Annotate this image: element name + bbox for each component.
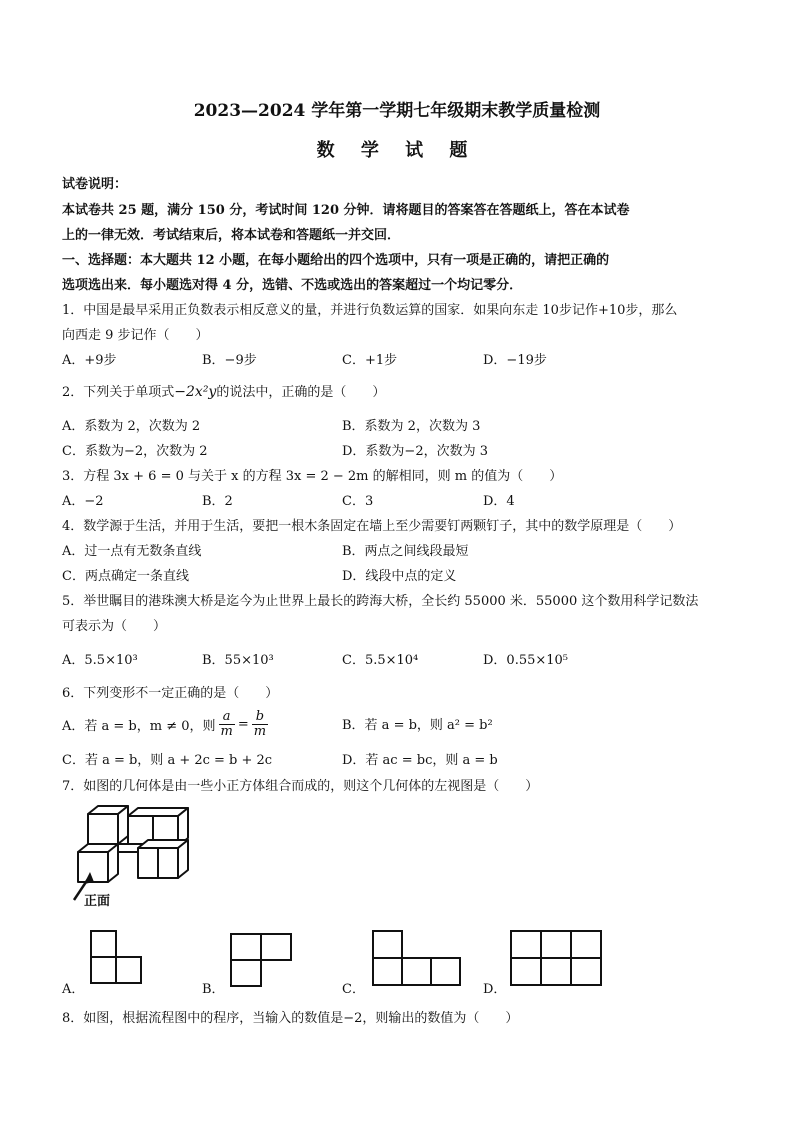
q7-option-c-figure[interactable] xyxy=(372,930,462,986)
q5-option-d[interactable]: D．0.55×10⁵ xyxy=(483,653,569,668)
fraction-denominator: m xyxy=(253,724,267,739)
q4-stem: 4．数学源于生活，并用于生活，要把一根木条固定在墙上至少需要钉两颗钉子，其中的数学原理是（ ） xyxy=(62,519,682,534)
q5-option-a[interactable]: A．5.5×10³ xyxy=(62,653,138,668)
q1-option-a[interactable]: A．+9步 xyxy=(62,353,117,368)
cube-side-face xyxy=(178,840,188,878)
q7-option-c-label[interactable]: C． xyxy=(342,982,365,997)
q6-option-b[interactable]: B．若 a = b，则 a² = b² xyxy=(342,718,493,733)
q7-front-label: 正面 xyxy=(84,894,111,909)
q5-stem-line-1: 5．举世瞩目的港珠澳大桥是迄今为止世界上最长的跨海大桥，全长约 55000 米．55000 这个数用科学记数法 xyxy=(62,594,699,609)
page-subtitle: 数 学 试 题 xyxy=(316,140,478,161)
q6-stem: 6．下列变形不一定正确的是（ ） xyxy=(62,686,279,701)
q2-option-c[interactable]: C．系数为−2，次数为 2 xyxy=(62,444,208,459)
q5-option-c[interactable]: C．5.5×10⁴ xyxy=(342,653,419,668)
section-1-line-2: 选项选出来．每小题选对得 4 分，选错、不选或选出的答案超过一个均记零分． xyxy=(62,278,523,293)
q5-option-b[interactable]: B．55×10³ xyxy=(202,653,274,668)
q5-stem-line-2: 可表示为（ ） xyxy=(62,619,167,634)
q2-stem-post: 的说法中，正确的是（ ） xyxy=(216,385,386,400)
fraction-denominator: m xyxy=(220,724,233,739)
page-title: 2023—2024 学年第一学期七年级期末教学质量检测 xyxy=(193,101,601,121)
instructions-heading: 试卷说明： xyxy=(62,177,128,192)
q1-option-d[interactable]: D．−19步 xyxy=(483,353,547,368)
q2-stem xyxy=(62,381,385,400)
instructions-line-1: 本试卷共 25 题，满分 150 分，考试时间 120 分钟．请将题目的答案答在答题纸上，答在本试卷 xyxy=(62,203,630,218)
q3-option-b[interactable]: B．2 xyxy=(202,494,233,509)
q4-option-a[interactable]: A．过一点有无数条直线 xyxy=(62,544,202,559)
q6-fraction-b-over-m xyxy=(252,710,268,739)
q1-stem-line-2: 向西走 9 步记作（ ） xyxy=(62,328,209,343)
q2-stem-pre: 2．下列关于单项式 xyxy=(62,385,175,400)
q3-stem: 3．方程 3x + 6 = 0 与关于 x 的方程 3x = 2 − 2m 的解相同，则 m 的值为（ ） xyxy=(62,469,563,484)
q7-option-d-figure[interactable] xyxy=(510,930,602,986)
q4-option-b[interactable]: B．两点之间线段最短 xyxy=(342,544,469,559)
q2-option-d[interactable]: D．系数为−2，次数为 3 xyxy=(342,444,488,459)
cube-side-face xyxy=(118,806,128,844)
q7-stem: 7．如图的几何体是由一些小正方体组合而成的，则这个几何体的左视图是（ ） xyxy=(62,779,539,794)
q7-option-a-label[interactable]: A． xyxy=(62,982,85,997)
instructions-line-2: 上的一律无效．考试结束后，将本试卷和答题纸一并交回． xyxy=(62,228,401,243)
q7-option-b-figure[interactable] xyxy=(230,933,292,987)
cube-front-face xyxy=(88,814,118,844)
q7-option-d-label[interactable]: D． xyxy=(483,982,507,997)
q1-option-b[interactable]: B．−9步 xyxy=(202,353,257,368)
q3-option-c[interactable]: C．3 xyxy=(342,494,374,509)
q2-option-a[interactable]: A．系数为 2，次数为 2 xyxy=(62,419,201,434)
q1-stem-line-1: 1．中国是最早采用正负数表示相反意义的量，并进行负数运算的国家．如果向东走 10步记作+10步，那么 xyxy=(62,303,678,318)
q2-option-b[interactable]: B．系数为 2，次数为 3 xyxy=(342,419,481,434)
q2-expression: −2x²y xyxy=(174,384,217,400)
fraction-numerator: a xyxy=(222,709,231,724)
q7-option-b-label[interactable]: B． xyxy=(202,982,225,997)
q6-option-d[interactable]: D．若 ac = bc，则 a = b xyxy=(342,753,498,768)
q4-option-d[interactable]: D．线段中点的定义 xyxy=(342,569,457,584)
fraction-numerator: b xyxy=(255,709,265,724)
q8-stem: 8．如图，根据流程图中的程序，当输入的数值是−2，则输出的数值为（ ） xyxy=(62,1011,519,1026)
q6-option-a-text: A．若 a = b，m ≠ 0，则 xyxy=(62,719,216,734)
q3-option-d[interactable]: D．4 xyxy=(483,494,515,509)
q6-option-a[interactable] xyxy=(62,710,271,739)
cube-front-face xyxy=(78,852,108,882)
q1-option-c[interactable]: C．+1步 xyxy=(342,353,398,368)
q3-option-a[interactable]: A．−2 xyxy=(62,494,104,509)
q6-option-c[interactable]: C．若 a = b，则 a + 2c = b + 2c xyxy=(62,753,273,768)
q7-option-a-figure[interactable] xyxy=(90,930,142,984)
q6-fraction-a-over-m xyxy=(219,710,235,739)
equals-sign: = xyxy=(237,717,249,732)
cube-side-face xyxy=(108,844,118,882)
section-1-line-1: 一、选择题：本大题共 12 小题，在每小题给出的四个选项中，只有一项是正确的，请把正确的 xyxy=(62,253,610,268)
q4-option-c[interactable]: C．两点确定一条直线 xyxy=(62,569,189,584)
